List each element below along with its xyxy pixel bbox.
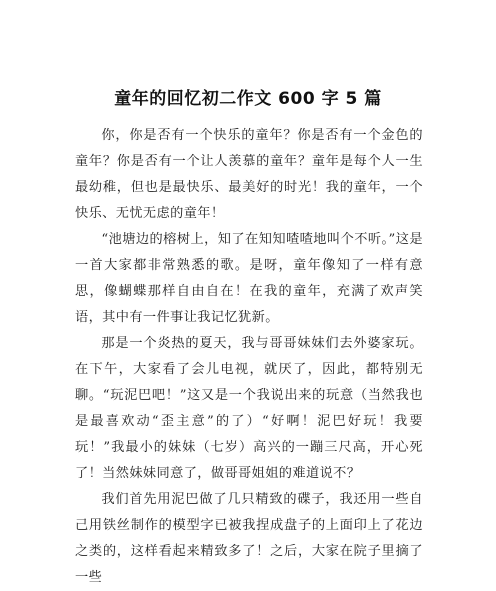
- paragraph-3: 那是一个炎热的夏天，我与哥哥妹妹们去外婆家玩。在下午，大家看了会儿电视，就厌了，因此，都特别无聊。“玩泥巴吧！”这又是一个我说出来的玩意（当然我也是最喜欢动“歪主意”的了）“好啊！泥巴好玩！我要玩！”我最小的妹妹（七岁）高兴的一蹦三尺高，开心死了！当然妹妹同意了，做哥哥姐姐的难道说不？: [75, 336, 423, 481]
- paragraph-4: 我们首先用泥巴做了几只精致的碟子，我还用一些自己用铁丝制作的模型字已被我捏成盘子的上面印上了花边之类的，这样看起来精致多了！之后，大家在院子里摘了一些: [75, 492, 423, 585]
- document-body: [75, 123, 423, 591]
- paragraph-2: “池塘边的榕树上，知了在知知喳喳地叫个不听。”这是一首大家都非常熟悉的歌。是呀，童年像知了一样有意思，像蝴蝶那样自由自在！在我的童年，充满了欢声笑语，其中有一件事让我记忆犹新。: [75, 232, 423, 325]
- paragraph-1: 你，你是否有一个快乐的童年？你是否有一个金色的童年？你是否有一个让人羡慕的童年？童年是每个人一生最幼稚，但也是最快乐、最美好的时光！我的童年，一个快乐、无忧无虑的童年！: [75, 128, 423, 221]
- document-title: 童年的回忆初二作文 600 字 5 篇: [114, 89, 382, 109]
